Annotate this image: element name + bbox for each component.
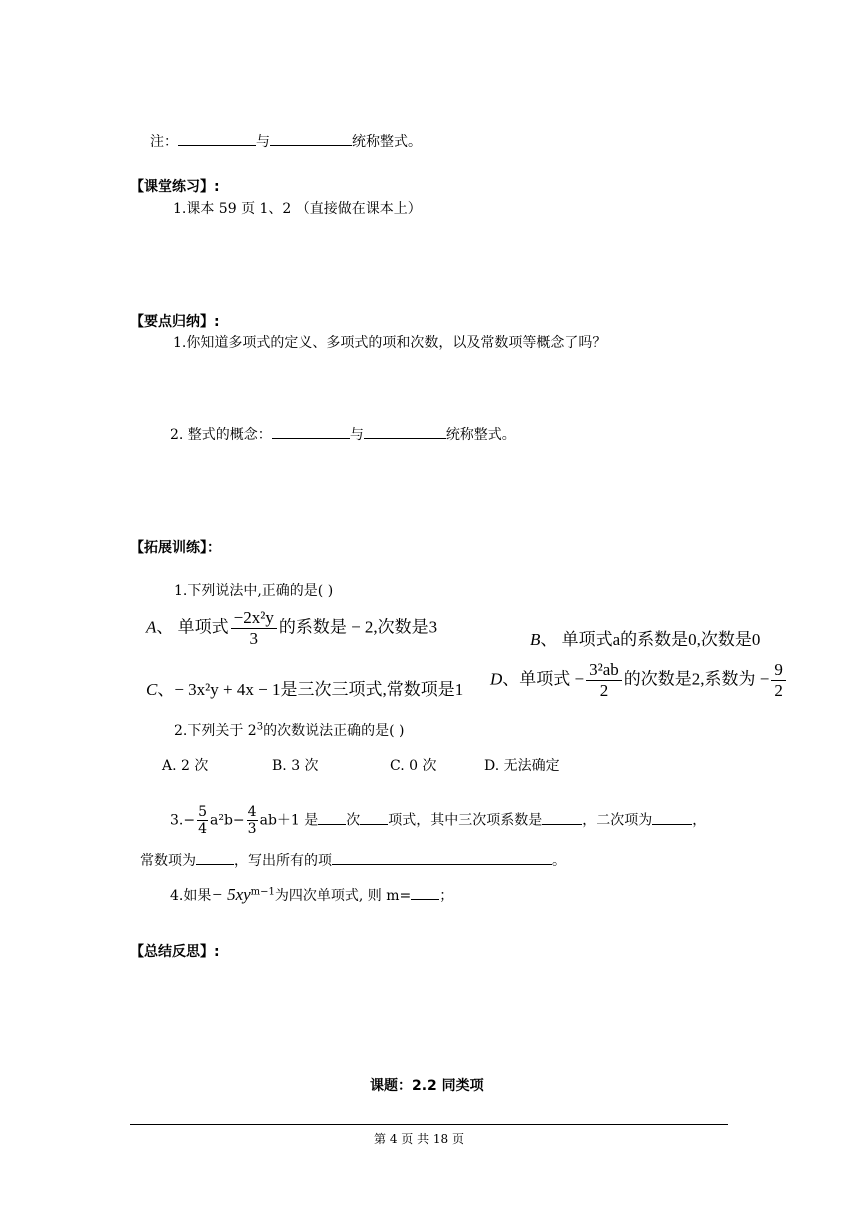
fraction: $\frac{\text{3²ab}}{2}$ — [586, 660, 622, 701]
fraction: $\frac{\text{−2x²y}}{3}$ — [231, 608, 277, 649]
question-1-option-d: D、单项式 − $\frac{\text{3²ab}}{2}$ 的次数是2,系数为 − $\frac{9}{2}$ — [490, 660, 788, 701]
question-1-stem: 1.下列说法中,正确的是( ) — [174, 583, 334, 599]
footer-divider — [130, 1124, 728, 1125]
q3-blank-degree[interactable] — [318, 810, 346, 825]
question-2-option-c: C. 0 次 — [390, 758, 437, 774]
summary-item-2: 2. 整式的概念： 与 统称整式。 — [170, 424, 516, 444]
q3-blank-cubic-coef[interactable] — [542, 810, 582, 825]
summary-item-1: 1.你知道多项式的定义、多项式的项和次数，以及常数项等概念了吗？ — [173, 335, 607, 351]
question-1-option-c: C、− 3x²y + 4x − 1是三次三项式,常数项是1 — [146, 680, 464, 699]
fraction: $\frac{9}{2}$ — [771, 660, 786, 701]
summary-blank-1[interactable] — [272, 424, 350, 439]
q3-blank-terms[interactable] — [360, 810, 388, 825]
next-lesson-title: 课题：2.2 同类项 — [370, 1078, 484, 1094]
reflection-heading: 【总结反思】: — [130, 944, 220, 960]
note-blank-2[interactable] — [270, 131, 352, 146]
question-1-option-b: B、 单项式a的系数是0,次数是0 — [530, 630, 761, 649]
q3-blank-all-terms[interactable] — [332, 850, 552, 865]
q3-blank-quadratic[interactable] — [652, 810, 692, 825]
question-2-option-d: D. 无法确定 — [484, 758, 560, 774]
question-2-option-a: A. 2 次 — [162, 758, 209, 774]
question-3-line-2: 常数项为 ，写出所有的项 。 — [140, 850, 566, 870]
question-2-stem: 2.下列关于 $2^3$的次数说法正确的是( ) — [174, 721, 405, 739]
extension-heading: 【拓展训练】： — [130, 540, 221, 556]
page-number: 第 4 页 共 18 页 — [374, 1132, 464, 1146]
practice-heading: 【课堂练习】: — [130, 179, 220, 195]
summary-blank-2[interactable] — [364, 424, 446, 439]
question-1-option-a: A、 单项式 $\frac{\text{−2x²y}}{3}$ 的系数是 − 2,次数是3 — [146, 608, 438, 648]
note-line: 注： 与 统称整式。 — [150, 131, 422, 151]
question-2-option-b: B. 3 次 — [272, 758, 319, 774]
q4-blank-m[interactable] — [411, 885, 439, 900]
fraction: $\frac{5}{4}$ — [198, 804, 208, 837]
note-blank-1[interactable] — [178, 131, 256, 146]
question-3-line-1: 3.− $\frac{5}{4}$ a²b− $\frac{4}{3}$ ab＋1 是 次 项式，其中三次项系数是 ，二次项为 ， — [170, 804, 707, 837]
fraction: $\frac{4}{3}$ — [247, 804, 257, 837]
q3-blank-constant[interactable] — [196, 850, 234, 865]
summary-heading: 【要点归纳】: — [130, 314, 220, 330]
practice-item-1: 1.课本 59 页 1、2 （直接做在课本上） — [173, 201, 422, 217]
question-4: 4.如果− $5xy^{m-1}$为四次单项式, 则 m= ； — [170, 885, 454, 904]
